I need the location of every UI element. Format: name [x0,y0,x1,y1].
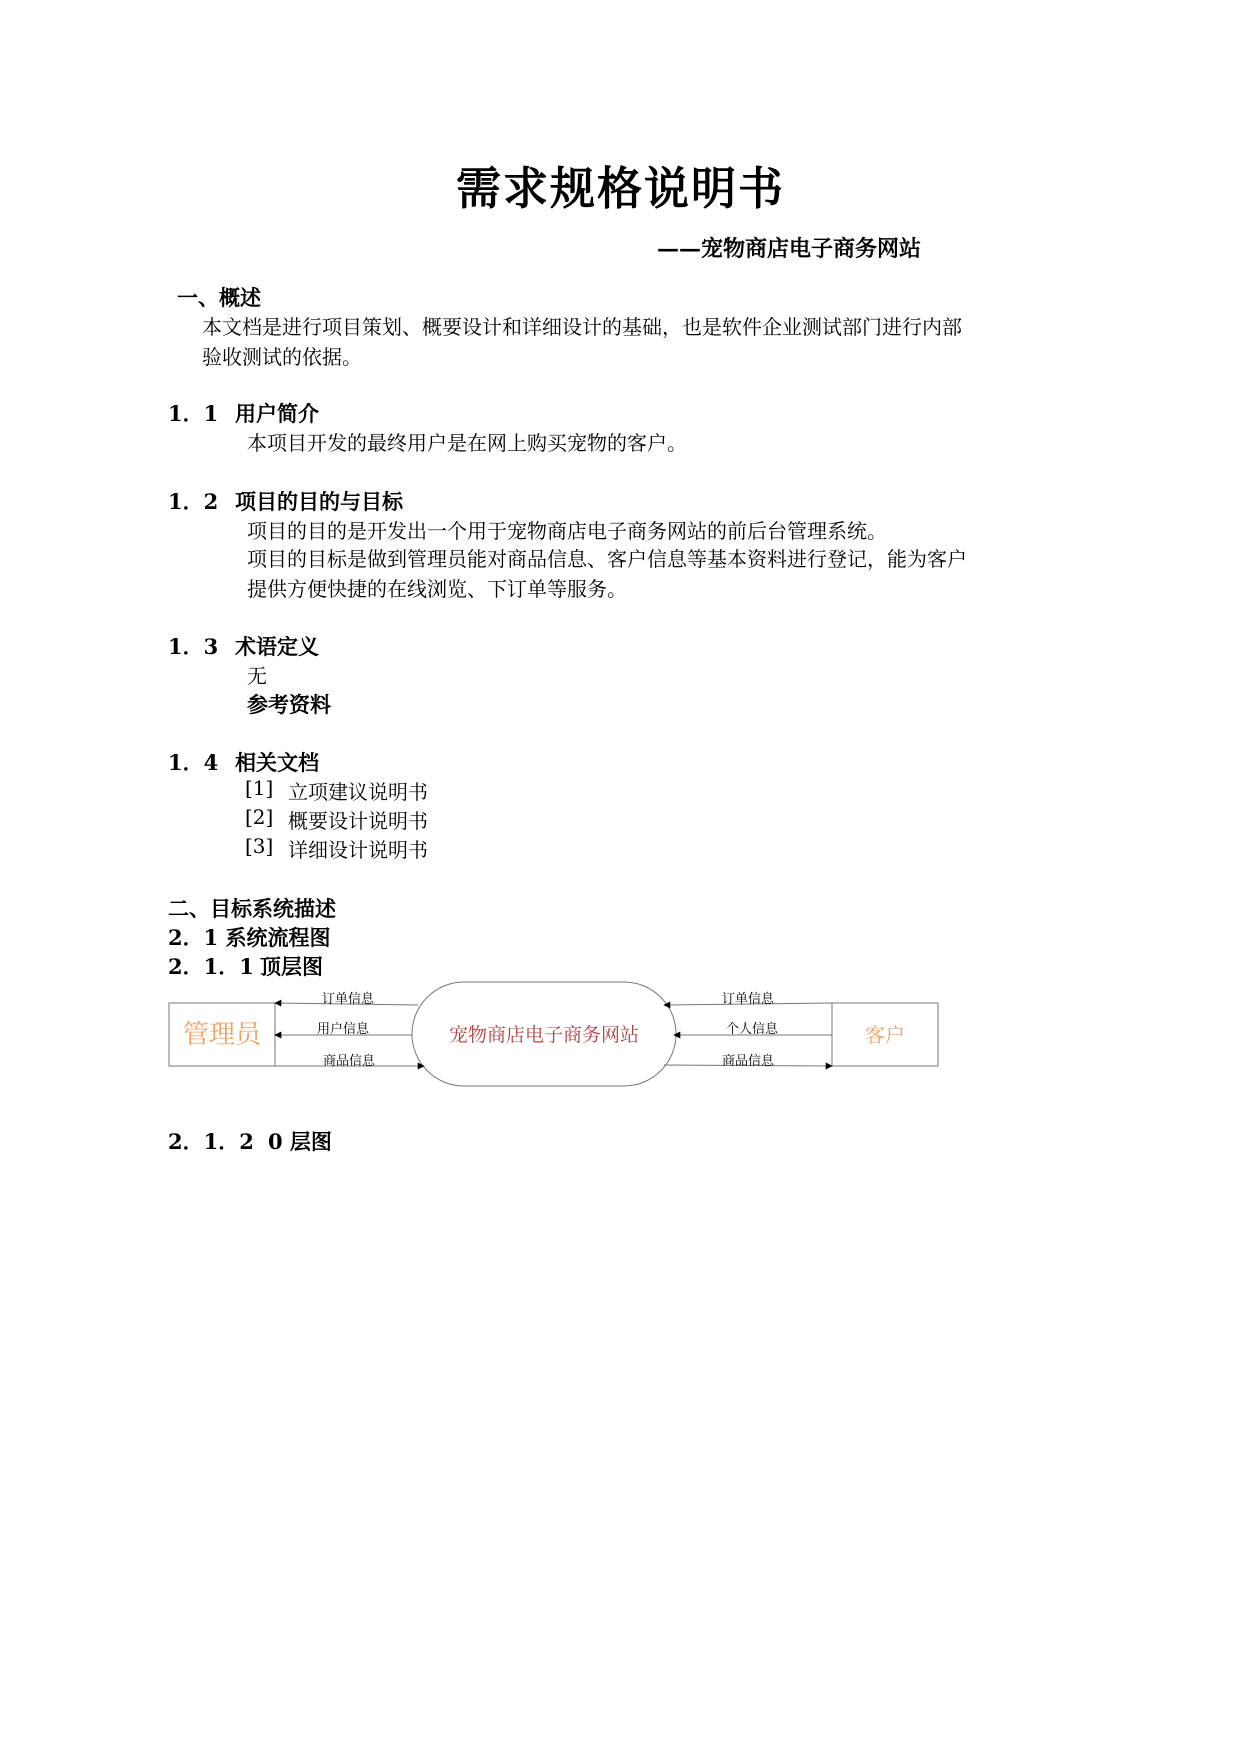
section-2-1-2-number: 2．1．2 [168,1129,254,1154]
section-1-3-number: 1．3 [168,634,219,659]
section-1-2-number: 1．2 [168,489,219,514]
document-subtitle: ——宠物商店电子商务网站 [657,236,922,262]
top-level-dfd [160,975,950,1095]
doc-index-3: [3] [245,834,274,858]
flow-label-right-1: 订单信息 [721,992,775,1007]
doc-name-1: 立项建议说明书 [288,780,428,804]
doc-index-1: [1] [245,776,274,800]
doc-index-2: [2] [245,805,274,829]
section-2-1-1-title: 顶层图 [260,954,323,979]
overview-line-1: 本文档是进行项目策划、概要设计和详细设计的基础，也是软件企业测试部门进行内部 [202,315,962,339]
system-process-label: 宠物商店电子商务网站 [448,1024,640,1046]
section-2-1-1-number: 2．1．1 [168,954,254,979]
section-1-1-text: 本项目开发的最终用户是在网上购买宠物的客户。 [247,431,687,455]
section-2-1-heading: 2．1 系统流程图 [168,925,331,950]
document-title: 需求规格说明书 [455,162,785,215]
section-1-1-number: 1．1 [168,401,219,426]
section-1-3-text: 无 [247,664,267,688]
section-1-2-line-3: 提供方便快捷的在线浏览、下订单等服务。 [247,577,627,601]
doc-name-3: 详细设计说明书 [288,838,428,862]
section-1-4-title: 相关文档 [235,750,319,775]
section-1-2-title: 项目的目的与目标 [235,489,403,514]
flow-label-right-3: 商品信息 [721,1054,775,1069]
flow-label-left-2: 用户信息 [316,1022,370,1037]
admin-entity-label: 管理员 [182,1020,262,1050]
section-1-2-line-1: 项目的目的是开发出一个用于宠物商店电子商务网站的前后台管理系统。 [247,519,887,543]
overview-line-2: 验收测试的依据。 [202,345,362,369]
section-1-2-line-2: 项目的目标是做到管理员能对商品信息、客户信息等基本资料进行登记，能为客户 [247,547,967,571]
section-1-3-title: 术语定义 [235,634,319,659]
section-1-heading: 一、概述 [177,285,261,310]
flow-label-left-3: 商品信息 [322,1054,376,1069]
reference-heading: 参考资料 [247,692,331,717]
section-2-1-2-title: 0 层图 [268,1129,332,1154]
doc-name-2: 概要设计说明书 [288,809,428,833]
flow-label-right-2: 个人信息 [725,1022,779,1037]
flow-label-left-1: 订单信息 [321,992,375,1007]
section-1-1-title: 用户简介 [235,401,319,426]
section-1-4-number: 1．4 [168,750,219,775]
customer-entity-label: 客户 [865,1023,905,1047]
section-2-heading: 二、目标系统描述 [168,896,336,921]
